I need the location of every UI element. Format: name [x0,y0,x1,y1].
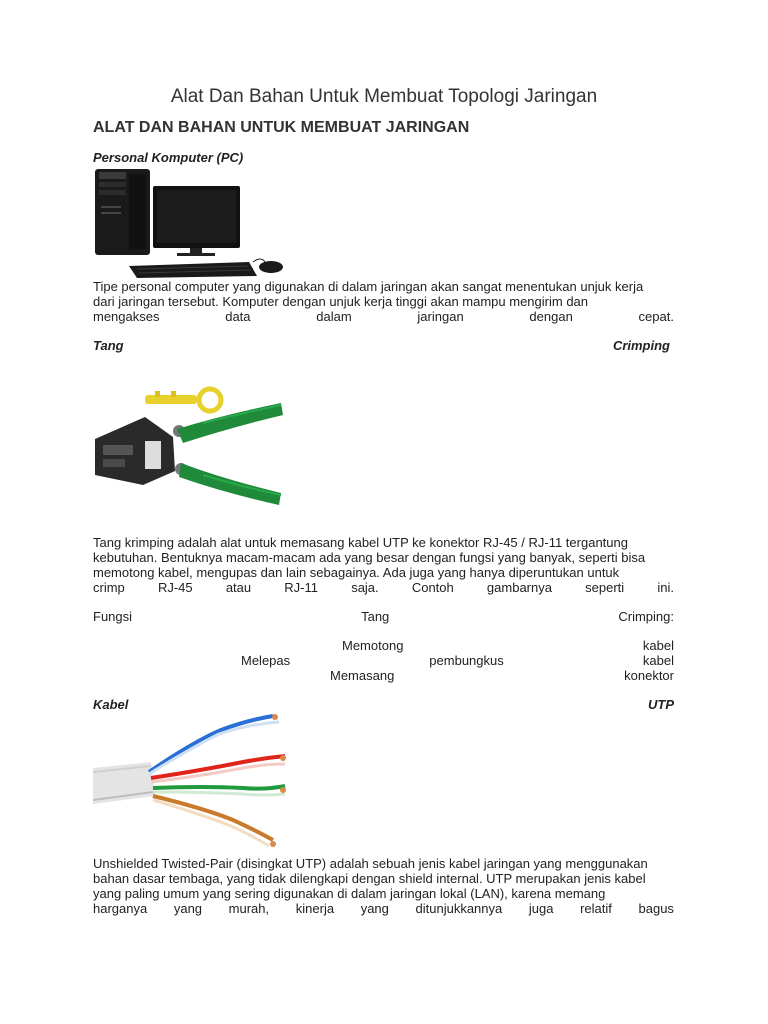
word: Melepas [241,653,291,668]
text-line: Tang krimping adalah alat untuk memasang kabel UTP ke konektor RJ-45 / RJ-11 tergantung [93,535,628,550]
word: RJ-11 [284,580,319,595]
text-line-justified [93,309,674,324]
word: murah, [228,901,270,916]
word: dalam [316,309,352,324]
text-line-justified [93,580,674,595]
fungsi-item-2 [241,653,674,668]
pc-image [93,166,286,279]
word: jaringan [417,309,464,324]
text-line: yang paling umum yang sering digunakan di dalam jaringan lokal (LAN), karena memang [93,886,606,901]
subtitle-left: Kabel [93,697,129,712]
word: konektor [624,668,674,683]
word: yang [360,901,389,916]
word: kabel [642,653,674,668]
text-line-justified [93,901,674,916]
section-heading: ALAT DAN BAHAN UNTUK MEMBUAT JARINGAN [93,119,470,136]
word: Memasang [330,668,395,683]
text-line: dari jaringan tersebut. Komputer dengan unjuk kerja tinggi akan mampu mengirim dan [93,294,589,309]
word: dengan [529,309,573,324]
kabel-paragraph [93,856,674,916]
word: ditunjukkannya [415,901,503,916]
word: Tang [361,609,390,624]
word: mengakses [93,309,160,324]
fungsi-item-3 [330,668,674,683]
tang-paragraph [93,535,674,595]
word: RJ-45 [157,580,193,595]
word: cepat. [638,309,674,324]
word: pembungkus [429,653,504,668]
subtitle-right: Crimping [612,338,670,353]
word: Contoh [411,580,454,595]
fungsi-line [93,609,674,624]
word: Memotong [342,638,404,653]
pc-subtitle: Personal Komputer (PC) [93,150,244,165]
word: crimp [93,580,125,595]
text-line: bahan dasar tembaga, yang tidak dilengkapi dengan shield internal. UTP merupakan jenis kabel [93,871,646,886]
word: atau [225,580,252,595]
word: relatif [580,901,612,916]
kabel-subtitle [93,697,674,712]
word: harganya [93,901,148,916]
word: gambarnya [486,580,552,595]
word: data [225,309,251,324]
word: kinerja [295,901,335,916]
utp-cable-image [93,712,286,856]
word: juga [528,901,554,916]
tang-subtitle [93,338,670,353]
fungsi-item-1 [342,638,674,653]
pc-paragraph [93,279,674,324]
subtitle-right: UTP [648,697,674,712]
text-line: memotong kabel, mengupas dan lain sebagainya. Ada juga yang hanya diperuntukan untuk [93,565,620,580]
word: Fungsi [93,609,133,624]
text-line: Unshielded Twisted-Pair (disingkat UTP) adalah sebuah jenis kabel jaringan yang menggunakan [93,856,648,871]
crimping-tool-image [93,353,286,535]
text-line: kebutuhan. Bentuknya macam-macam ada yang besar dengan fungsi yang banyak, seperti bisa [93,550,646,565]
subtitle-left: Tang [93,338,124,353]
text-line: Tipe personal computer yang digunakan di dalam jaringan akan sangat menentukan unjuk kerja [93,279,644,294]
word: yang [173,901,203,916]
document-title: Alat Dan Bahan Untuk Membuat Topologi Jaringan [170,86,598,107]
word: seperti [585,580,625,595]
word: saja. [351,580,379,595]
word: ini. [657,580,674,595]
word: bagus [638,901,674,916]
word: kabel [642,638,674,653]
word: Crimping: [618,609,674,624]
